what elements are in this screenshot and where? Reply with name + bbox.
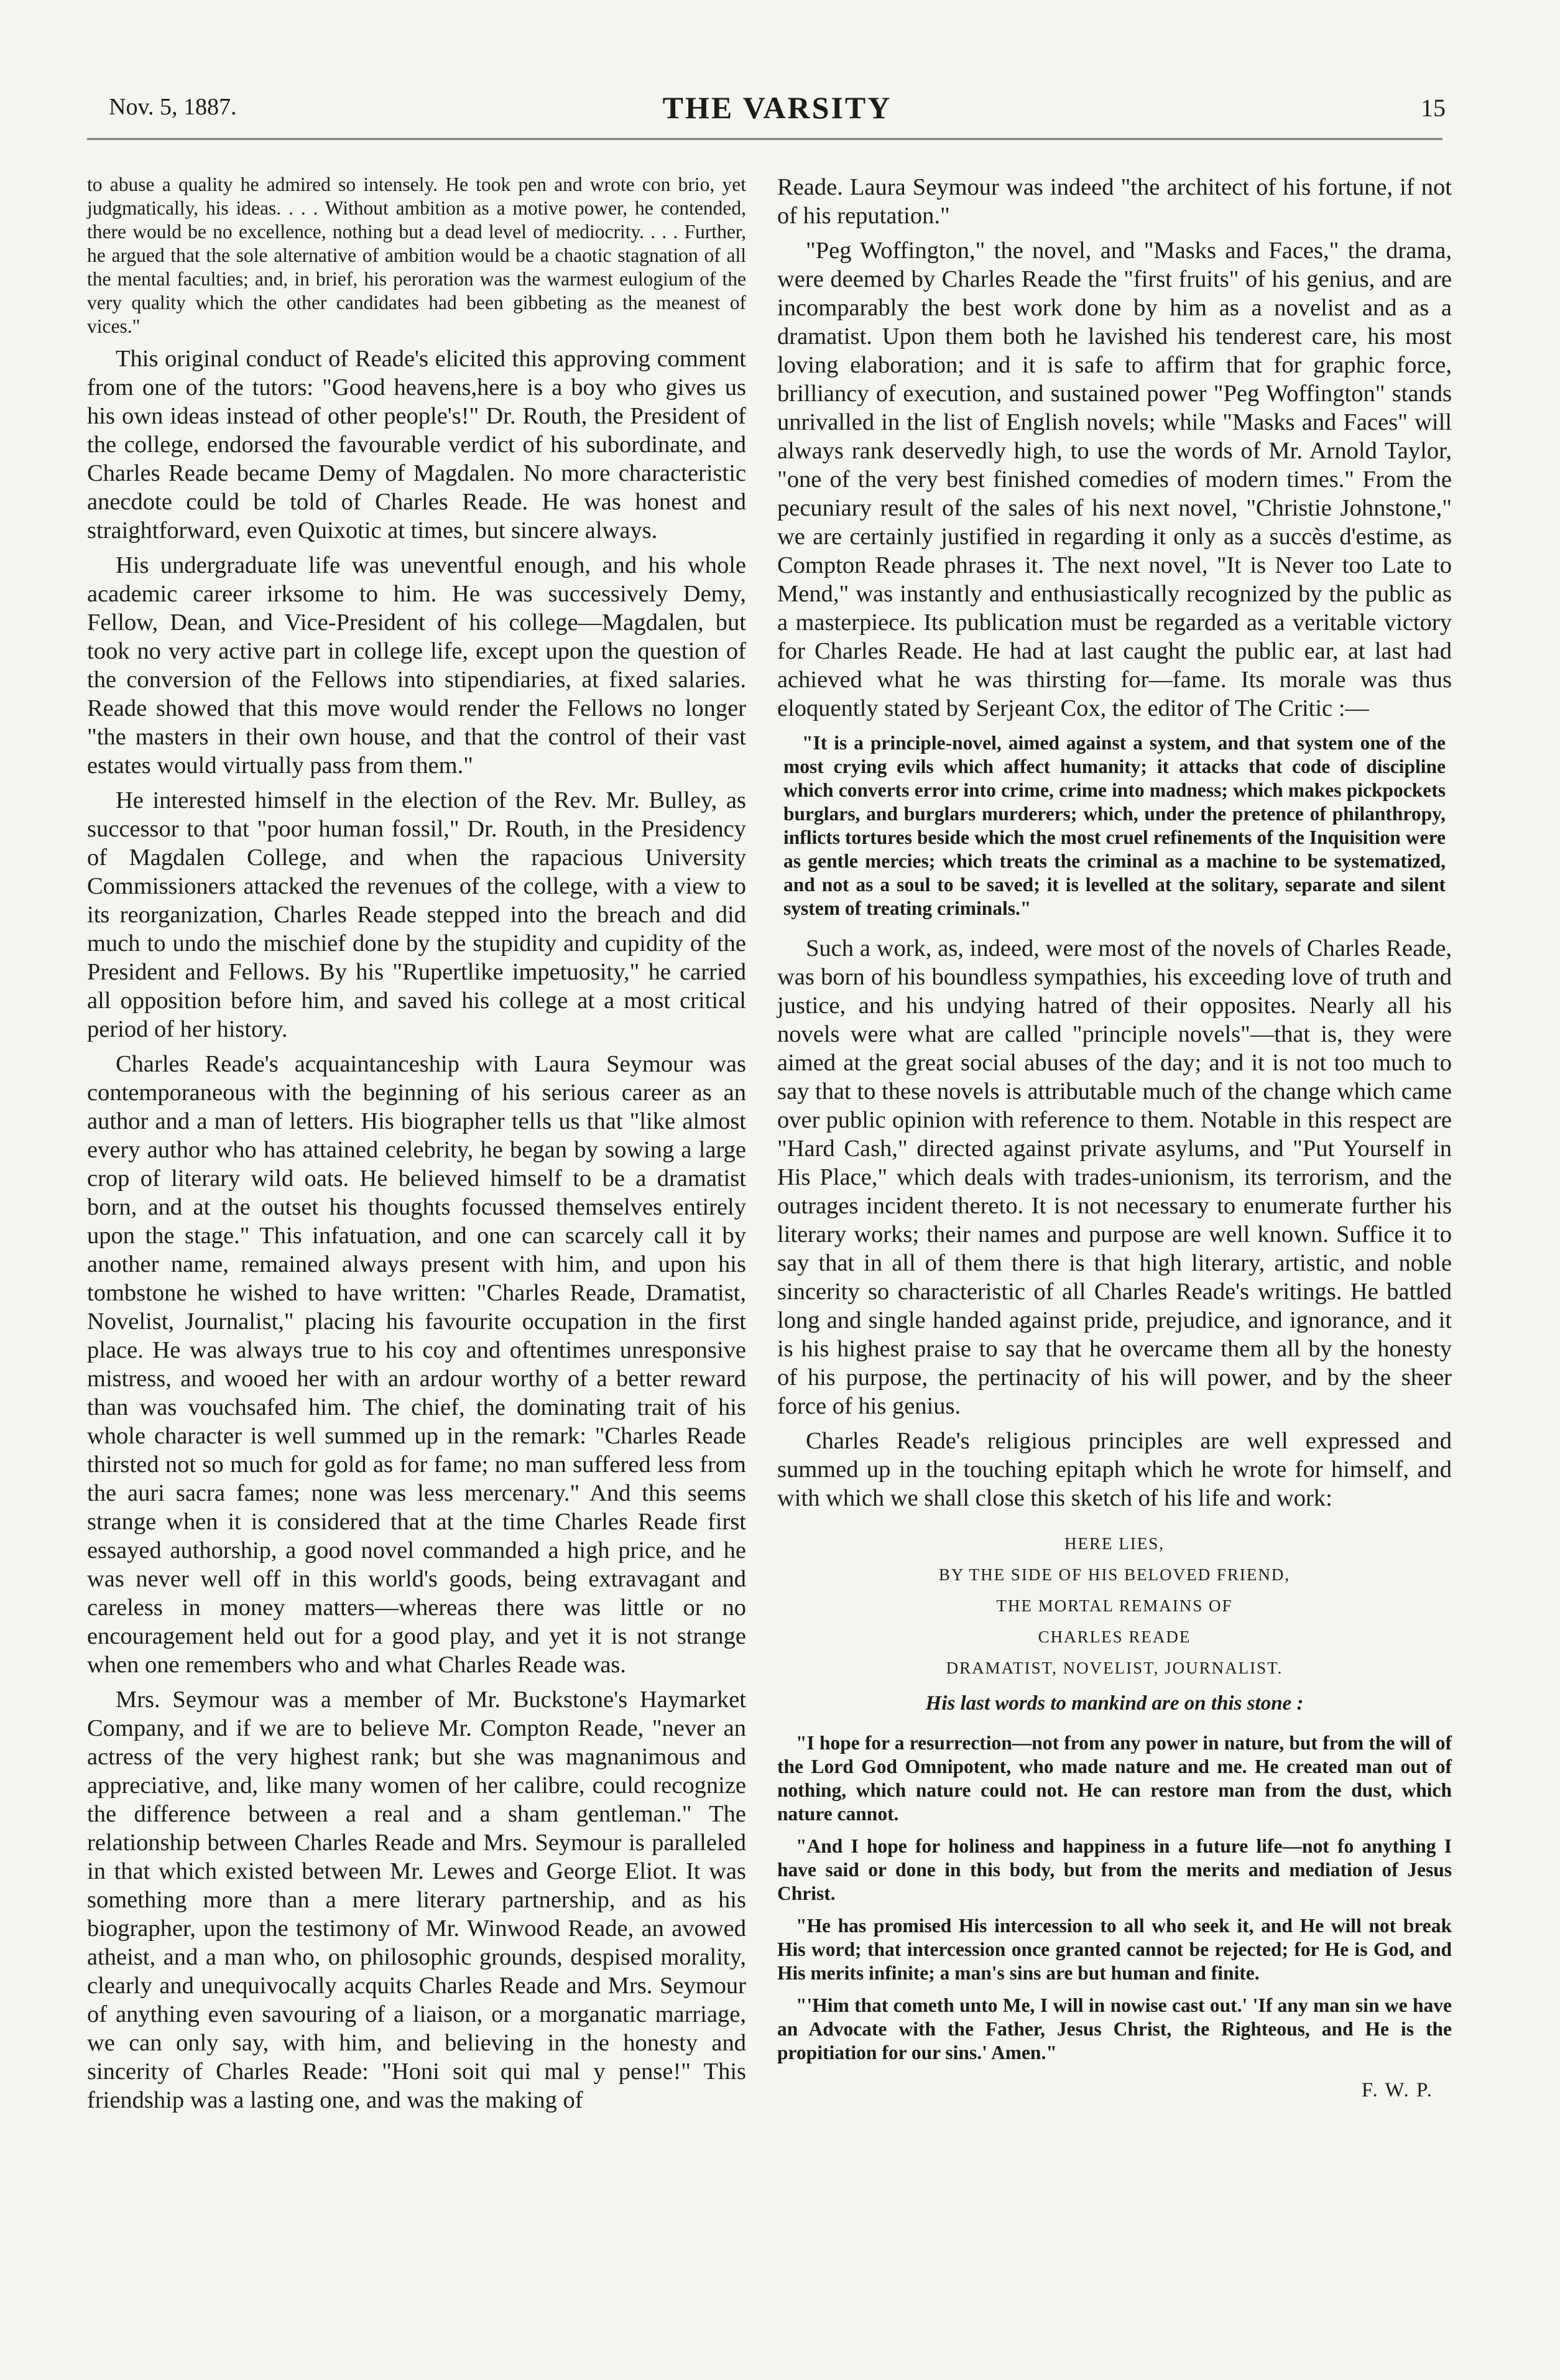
paragraph: Such a work, as, indeed, were most of the novels of Charles Reade, was born of his boundless sympathies, his exceeding love of truth and justice, and his undying hatred of their opposites. Nearly all his novels were what are called "principle novels"—that is, they were aimed at the great social abuses of the day; and it is not too much to say that to these novels is attributable much of the change which came over public opinion with reference to them. Notable in this respect are "Hard Cash," directed against private asylums, and "Put Yourself in His Place," which deals with trades-unionism, its terrorism, and the outrages incident thereto. It is not necessary to enumerate further his literary works; their names and purpose are well known. Suffice it to say that in all of them there is that high literary, artistic, and noble sincerity so characteristic of all Charles Reade's writings. He battled long and single handed against pride, prejudice, and ignorance, and it is his highest praise to say that he overcame them all by the honesty of his purpose, the pertinacity of his will power, and by the sheer force of his genius. — [777, 935, 1452, 1419]
paragraph: "Peg Woffington," the novel, and "Masks and Faces," the drama, were deemed by Charles Reade the "first fruits" of his genius, and are incomparably the best work done by him as a novelist and as a dramatist. Upon them both he lavished his tenderest care, his most loving elaboration; and it is safe to affirm that for graphic force, brilliancy of execution, and sustained power "Peg Woffington" stands unrivalled in the list of English novels; while "Masks and Faces" will always rank deservedly high, to use the words of Mr. Arnold Taylor, "one of the very best finished comedies of modern times." From the pecuniary result of the sales of his next novel, "Christie Johnstone," we are certainly justified in regarding it only as a succès d'estime, as Compton Reade phrases it. The next novel, "It is Never too Late to Mend," was instantly and enthusiastically recognized by the public as a masterpiece. Its publication must be regarded as a veritable victory for Charles Reade. He had at last caught the public ear, at last had achieved what he was thirsting for—fame. Its morale was thus eloquently stated by Serjeant Cox, the editor of The Critic :— — [777, 238, 1452, 721]
author-signature: F. W. P. — [1361, 2079, 1433, 2101]
epitaph-paragraph: "I hope for a resurrection—not from any power in nature, but from the will of the Lord God Omnipotent, who made nature and me. He created man out of nothing, which nature could not. He can restore man from the dust, which nature cannot. — [777, 1732, 1452, 1825]
issue-date: Nov. 5, 1887. — [109, 94, 237, 120]
page-number: 15 — [1421, 94, 1446, 122]
paragraph: This original conduct of Reade's elicited this approving comment from one of the tutors: "Good heavens,here is a boy who gives us his own ideas instead of other people's!" Dr. Routh, the President of the college, endorsed the favourable verdict of his subordinate, and Charles Reade became Demy of Magdalen. No more characteristic anecdote could be told of Charles Reade. He was honest and straightforward, even Quixotic at times, but sincere always. — [87, 346, 746, 544]
epitaph-line: HERE LIES, — [1064, 1534, 1165, 1553]
epitaph — [777, 1531, 1452, 1718]
paragraph: He interested himself in the election of the Rev. Mr. Bulley, as successor to that "poor human fossil," Dr. Routh, in the Presidency of Magdalen College, and when the rapacious University Commissioners attacked the revenues of the college, with a view to its reorganization, Charles Reade stepped into the breach and did much to undo the mischief done by the stupidity and cupidity of the President and Fellows. By his "Rupertlike impetuosity," he carried all opposition before him, and saved his college at a most critical period of her history. — [87, 787, 746, 1042]
paragraph: Charles Reade's religious principles are well expressed and summed up in the touching epitaph which he wrote for himself, and with which we shall close this sketch of his life and work: — [777, 1428, 1452, 1511]
paragraph: Mrs. Seymour was a member of Mr. Buckstone's Haymarket Company, and if we are to believe Mr. Compton Reade, "never an actress of the very highest rank; but she was magnanimous and appreciative, and, like many women of her calibre, could recognize the difference between a real and a sham gentleman." The relationship between Charles Reade and Mrs. Seymour is paralleled in that which existed between Mr. Lewes and George Eliot. It was something more than a mere literary partnership, and as his biographer, upon the testimony of Mr. Winwood Reade, an avowed atheist, and a man who, on philosophic grounds, despised morality, clearly and unequivocally acquits Charles Reade and Mrs. Seymour of anything even savouring of a liaison, or a morganatic marriage, we can only say, with him, and believing in the honesty and sincerity of Charles Reade: "Honi soit qui mal y pense!" This friendship was a lasting one, and was the making of — [87, 1687, 746, 2113]
epitaph-line: BY THE SIDE OF HIS BELOVED FRIEND, — [938, 1565, 1291, 1584]
epitaph-paragraph: "He has promised His intercession to all who seek it, and He will not break His word; that intercession once granted cannot be rejected; for He is God, and His merits infinite; a man's sins are but human and finite. — [777, 1915, 1452, 1984]
paragraph: His undergraduate life was uneventful enough, and his whole academic career irksome to him. He was successively Demy, Fellow, Dean, and Vice-President of his college—Magdalen, but took no very active part in college life, except upon the question of the conversion of the Fellows into stipendiaries, at fixed salaries. Reade showed that this move would render the Fellows no longer "the masters in their own house, and that the control of their vast estates would virtually pass from them." — [87, 552, 746, 779]
epitaph-line: DRAMATIST, NOVELIST, JOURNALIST. — [946, 1659, 1283, 1677]
epitaph-paragraph: "And I hope for holiness and happiness in a future life—not fo anything I have said or done in this body, but from the merits and mediation of Jesus Christ. — [777, 1835, 1452, 1904]
paragraph: Charles Reade's acquaintanceship with Laura Seymour was contemporaneous with the beginning of his serious career as an author and a man of letters. His biographer tells us that "like almost every author who has attained celebrity, he began by sowing a large crop of literary wild oats. He believed himself to be a dramatist born, and at the outset his thoughts focussed themselves entirely upon the stage." This infatuation, and one can scarcely call it by another name, remained always present with him, and upon his tombstone he wished to have written: "Charles Reade, Dramatist, Novelist, Journalist," placing his favourite occupation in the first place. He was always true to his coy and oftentimes unresponsive mistress, and wooed her with an ardour worthy of a better reward than was vouchsafed him. The chief, the dominating trait of his whole character is well summed up in the remark: "Charles Reade thirsted not so much for gold as for fame; no man suffered less from the auri sacra fames; none was less mercenary." And this seems strange when it is considered that at the time Charles Reade first essayed authorship, a good novel commanded a high price, and he was never well off in this world's goods, being extravagant and careless in money matters—whereas there was little or no encouragement held out for a good play, and yet it is not strange when one remembers who and what Charles Reade was. — [87, 1051, 746, 1678]
page-header — [109, 90, 1446, 137]
critic-quote: "It is a principle-novel, aimed against a system, and that system one of the most crying evils which affect humanity; it attacks that code of discipline which converts error into crime, crime into madness; which makes pickpockets burglars, and burglars murderers; which, under the pretence of philanthropy, inflicts tortures beside which the most cruel refinements of the Inquisition were as gentle mercies; which treats the criminal as a machine to be systematized, and not as a soul to be saved; it is levelled at the solitary, separate and silent system of treating criminals." — [783, 732, 1446, 919]
epitaph-line: CHARLES READE — [1038, 1628, 1191, 1646]
right-column — [777, 173, 1452, 2104]
left-column — [87, 173, 746, 2121]
paragraph: Reade. Laura Seymour was indeed "the architect of his fortune, if not of his reputation." — [777, 174, 1452, 229]
masthead-title: THE VARSITY — [662, 90, 892, 125]
header-rule — [87, 138, 1442, 140]
opening-quote: to abuse a quality he admired so intensely. He took pen and wrote con brio, yet judgmatically, his ideas. . . . Without ambition as a motive power, he contended, there would be no excellence, nothing but a dead level of mediocrity. . . . Further, he argued that the sole alternative of ambition would be a chaotic stagnation of all the mental faculties; and, in brief, his peroration was the warmest eulogium of the very quality which the other candidates had been gibbeting as the meanest of vices." — [87, 174, 746, 337]
epitaph-body — [777, 1731, 1452, 2065]
epitaph-paragraph: "'Him that cometh unto Me, I will in nowise cast out.' 'If any man sin we have an Advocate with the Father, Jesus Christ, the Righteous, and He is the propitiation for our sins.' Amen." — [777, 1994, 1452, 2063]
epitaph-subtitle: His last words to mankind are on this stone : — [925, 1692, 1304, 1715]
epitaph-line: THE MORTAL REMAINS OF — [996, 1596, 1233, 1615]
